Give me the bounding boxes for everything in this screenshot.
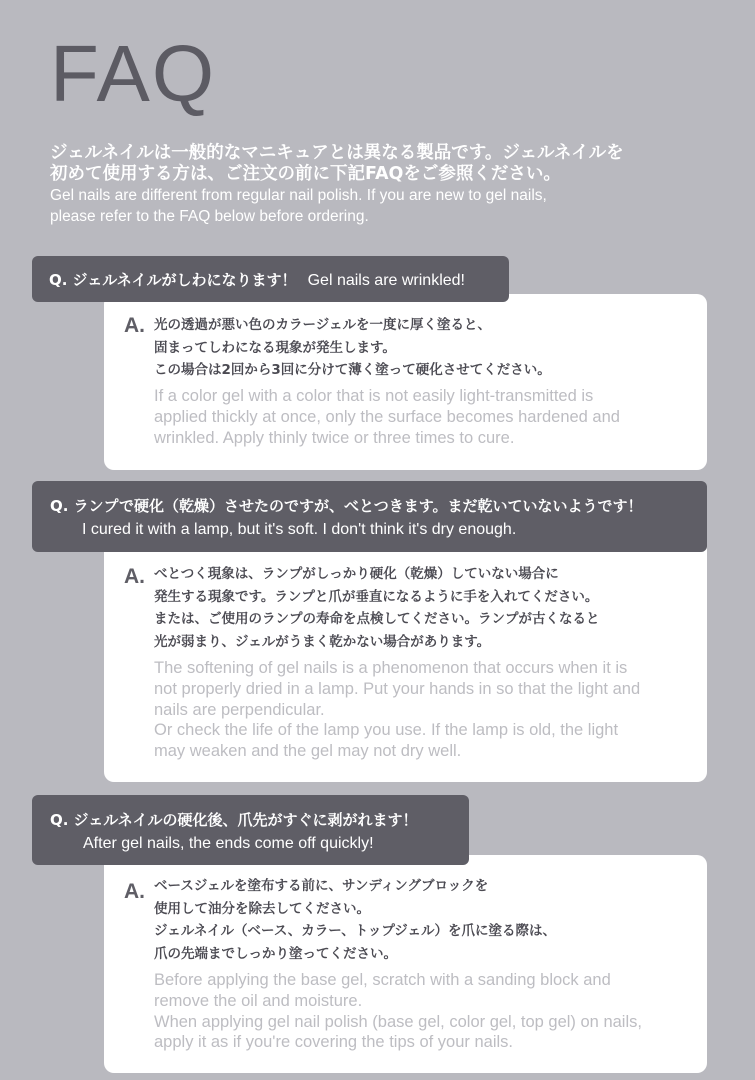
answer-prefix: A. [124,880,145,903]
question-prefix: Q. [50,497,69,515]
answer-english: If a color gel with a color that is not easily light-transmitted is applied thickly at once, only the surface becomes hardened and wrinkled. Apply thinly twice or three times to cure. [154,387,620,447]
answer-japanese: 光の透過が悪い色のカラージェルを一度に厚く塗ると、 固まってしわになる現象が発生します。 この場合は2回から3回に分けて薄く塗って硬化させてください。 [154,317,551,378]
question-japanese: ジェルネイルの硬化後、爪先がすぐに剥がれます！ [73,811,418,829]
answer-japanese: ベースジェルを塗布する前に、サンディングブロックを 使用して油分を除去してください。 ジェルネイル（ベース、カラー、トップジェル）を爪に塗る際は、 爪の先端までしっかり塗ってください。 [154,878,557,962]
intro [50,143,730,227]
question-japanese: ジェルネイルがしわになります！ [72,271,297,289]
page-title: FAQ [50,29,217,118]
answer-english: Before applying the base gel, scratch with a sanding block and remove the oil and moisture. When applying gel nail polish (base gel, color gel, top gel) on nails, apply it as if you're covering the tips of your nails. [154,971,642,1052]
question-english: Gel nails are wrinkled! [307,272,465,289]
answer-prefix: A. [124,314,145,337]
question-bar-1 [32,256,509,302]
intro-japanese: ジェルネイルは一般的なマニキュアとは異なる製品です。ジェルネイルを 初めて使用する方は、ご注文の前に下記FAQをご参照ください。 [50,143,624,184]
answer-prefix: A. [124,565,145,588]
question-japanese: ランプで硬化（乾燥）させたのですが、べとつきます。まだ乾いていないようです！ [73,497,643,515]
answer-card-2 [104,540,707,782]
answer-japanese: べとつく現象は、ランプがしっかり硬化（乾燥）していない場合に 発生する現象です。ランプと爪が垂直になるように手を入れてください。 または、ご使用のランプの寿命を点検してください。ランプが古くなると 光が弱まり、ジェルがうまく乾かない場合があります。 [154,566,600,650]
intro-english: Gel nails are different from regular nail polish. If you are new to gel nails, please refer to the FAQ below before ordering. [50,187,547,225]
question-english: I cured it with a lamp, but it's soft. I don't think it's dry enough. [82,521,517,538]
question-english: After gel nails, the ends come off quickly! [83,835,374,852]
question-prefix: Q. [50,811,69,829]
answer-card-3 [104,855,707,1073]
answer-card-1 [104,294,707,470]
question-bar-3 [32,795,469,865]
question-prefix: Q. [49,271,68,289]
answer-english: The softening of gel nails is a phenomenon that occurs when it is not properly dried in a lamp. Put your hands in so that the light and nails are perpendicular. Or check the life of the lamp you use. If the lamp is old, the light may weaken and the gel may not dry well. [154,659,641,761]
question-bar-2 [32,481,707,552]
